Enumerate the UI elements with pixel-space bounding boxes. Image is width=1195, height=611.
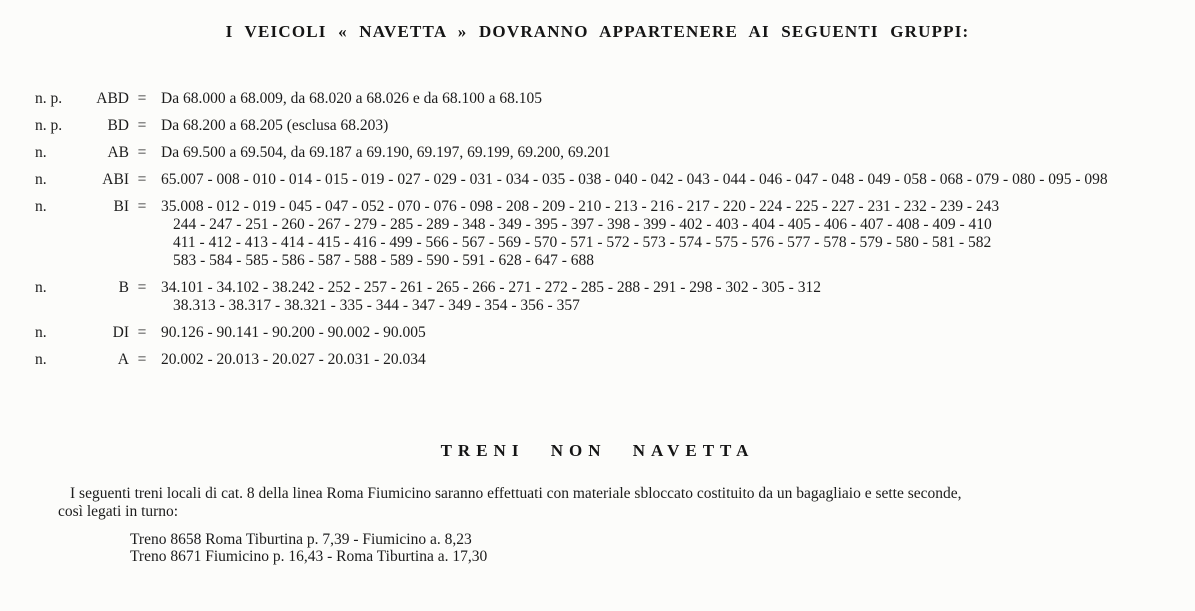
train-schedule-list	[130, 531, 1195, 565]
group-values-line: 20.002 - 20.013 - 20.027 - 20.031 - 20.034	[161, 351, 426, 368]
group-code: AB	[107, 144, 129, 161]
group-values-line: 35.008 - 012 - 019 - 045 - 047 - 052 - 070 - 076 - 098 - 208 - 209 - 210 - 213 - 216 - 217 - 220 - 224 - 225 - 227 - 231 - 232 - 239 - 243	[161, 198, 1000, 215]
equals-sign: =	[137, 171, 147, 188]
group-row-abd	[35, 90, 1177, 108]
group-code: BD	[107, 117, 129, 134]
group-values	[155, 198, 1177, 270]
equals-sign: =	[137, 351, 147, 368]
group-values-line: 583 - 584 - 585 - 586 - 587 - 588 - 589 - 590 - 591 - 628 - 647 - 688	[173, 252, 595, 269]
group-values-line: 90.126 - 90.141 - 90.200 - 90.002 - 90.005	[161, 324, 426, 341]
group-row-a	[35, 351, 1177, 369]
group-values-line: Da 68.000 a 68.009, da 68.020 a 68.026 e da 68.100 a 68.105	[161, 90, 542, 107]
group-row-bi	[35, 198, 1177, 270]
group-values-line: Da 69.500 a 69.504, da 69.187 a 69.190, 69.197, 69.199, 69.200, 69.201	[161, 144, 611, 161]
group-values	[155, 144, 1177, 162]
group-values-line: 411 - 412 - 413 - 414 - 415 - 416 - 499 - 566 - 567 - 569 - 570 - 571 - 572 - 573 - 574 - 575 - 576 - 577 - 578 - 579 - 580 - 581 - 582	[173, 234, 992, 251]
page-title: I VEICOLI « NAVETTA » DOVRANNO APPARTENERE AI SEGUENTI GRUPPI:	[225, 22, 970, 41]
equals-sign: =	[137, 144, 147, 161]
equals-sign: =	[137, 198, 147, 215]
group-values	[155, 351, 1177, 369]
group-code: B	[118, 279, 129, 296]
group-row-abi	[35, 171, 1177, 189]
section-heading-treni-non-navetta: TRENI NON NAVETTA	[440, 441, 755, 460]
group-values-line: 34.101 - 34.102 - 38.242 - 252 - 257 - 261 - 265 - 266 - 271 - 272 - 285 - 288 - 291 - 298 - 302 - 305 - 312	[161, 279, 821, 296]
equals-sign: =	[137, 324, 147, 341]
train-schedule-line: Treno 8671 Fiumicino p. 16,43 - Roma Tiburtina a. 17,30	[130, 548, 488, 565]
group-prefix: n.	[35, 144, 47, 161]
equals-sign: =	[137, 117, 147, 134]
group-prefix: n.	[35, 171, 47, 188]
group-row-ab	[35, 144, 1177, 162]
group-values-line: 65.007 - 008 - 010 - 014 - 015 - 019 - 027 - 029 - 031 - 034 - 035 - 038 - 040 - 042 - 043 - 044 - 046 - 047 - 048 - 049 - 058 - 068 - 079 - 080 - 095 - 098	[161, 171, 1108, 188]
group-prefix: n.	[35, 324, 47, 341]
group-row-b	[35, 279, 1177, 315]
intro-paragraph	[58, 485, 1167, 521]
group-values-line: Da 68.200 a 68.205 (esclusa 68.203)	[161, 117, 389, 134]
group-values	[155, 90, 1177, 108]
group-prefix: n.	[35, 198, 47, 215]
group-row-di	[35, 324, 1177, 342]
group-code: ABI	[102, 171, 129, 188]
group-code: DI	[112, 324, 129, 341]
paragraph-line: I seguenti treni locali di cat. 8 della linea Roma Fiumicino saranno effettuati con materiale sbloccato costituito da un bagagliaio e sette seconde,	[70, 485, 962, 502]
group-values	[155, 117, 1177, 135]
equals-sign: =	[137, 279, 147, 296]
group-row-bd	[35, 117, 1177, 135]
equals-sign: =	[137, 90, 147, 107]
group-values	[155, 171, 1177, 189]
group-values	[155, 324, 1177, 342]
group-code: A	[117, 351, 129, 368]
group-prefix: n.	[35, 279, 47, 296]
group-values-line: 38.313 - 38.317 - 38.321 - 335 - 344 - 347 - 349 - 354 - 356 - 357	[173, 297, 580, 314]
group-values	[155, 279, 1177, 315]
group-code: ABD	[96, 90, 129, 107]
vehicle-groups-list	[0, 90, 1195, 369]
paragraph-line: così legati in turno:	[58, 503, 179, 520]
train-schedule-line: Treno 8658 Roma Tiburtina p. 7,39 - Fiumicino a. 8,23	[130, 531, 472, 548]
group-values-line: 244 - 247 - 251 - 260 - 267 - 279 - 285 - 289 - 348 - 349 - 395 - 397 - 398 - 399 - 402 - 403 - 404 - 405 - 406 - 407 - 408 - 409 - 410	[173, 216, 992, 233]
group-prefix: n. p.	[35, 90, 63, 107]
group-prefix: n.	[35, 351, 47, 368]
group-prefix: n. p.	[35, 117, 63, 134]
group-code: BI	[113, 198, 129, 215]
